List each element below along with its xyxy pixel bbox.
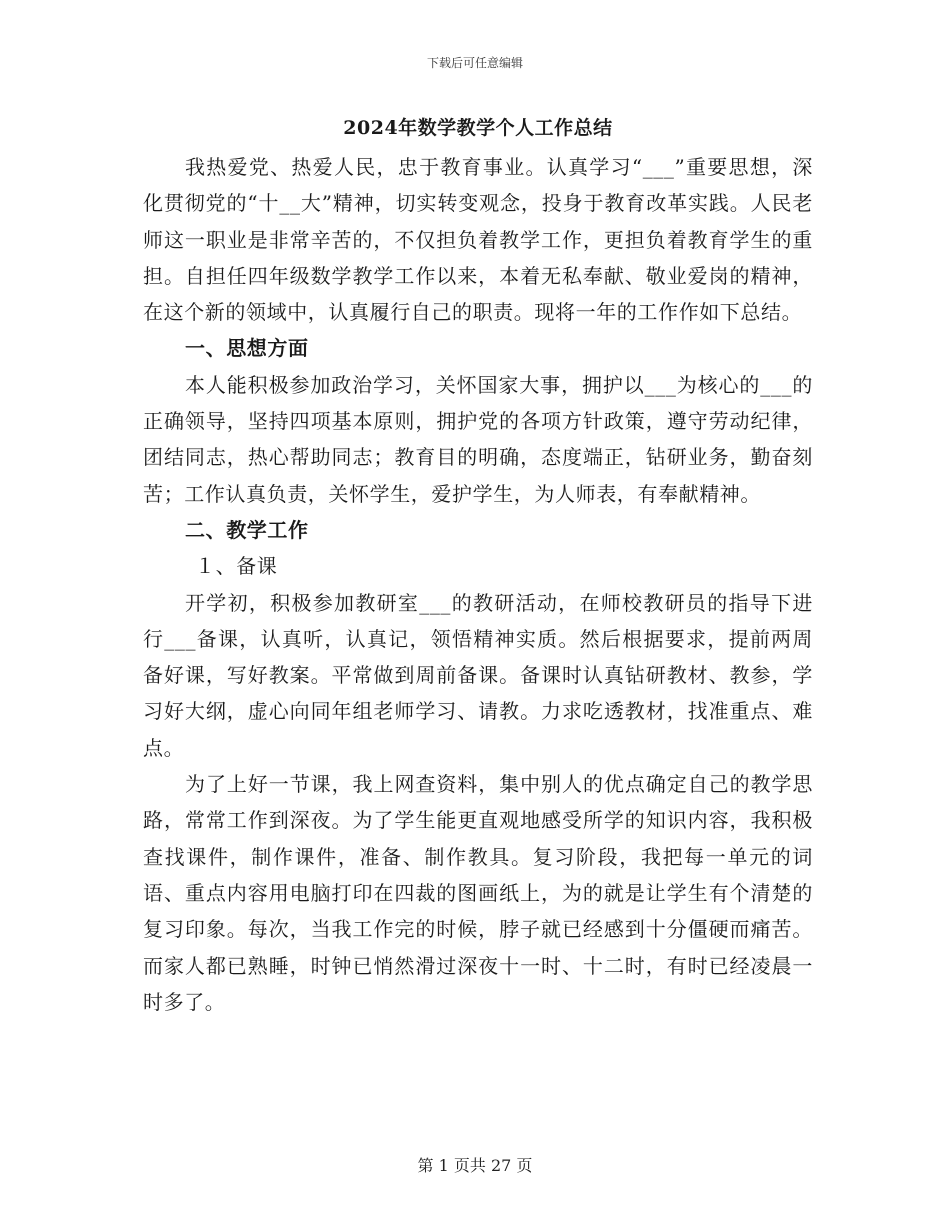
section-heading-teaching: 二、教学工作	[185, 517, 309, 542]
header-note: 下载后可任意编辑	[426, 56, 523, 70]
preparation-paragraph-1: 开学初，积极参加教研室___的教研活动，在师校教研员的指导下进行___备课，认真听，认真记，领悟精神实质。然后根据要求，提前两周备好课，写好教案。平常做到周前备课。备课时认真钻研教材、教参，学习好大纲，虚心向同年组老师学习、请教。力求吃透教材，找准重点、难点。	[143, 590, 813, 760]
document-title: 2024年数学教学个人工作总结	[343, 117, 613, 139]
intro-paragraph: 我热爱党、热爱人民，忠于教育事业。认真学习“___”重要思想，深化贯彻党的“十__大”精神，切实转变观念，投身于教育改革实践。人民老师这一职业是非常辛苦的，不仅担负着教学工作，更担负着教育学生的重担。自担任四年级数学教学工作以来，本着无私奉献、敬业爱岗的精神，在这个新的领域中，认真履行自己的职责。现将一年的工作作如下总结。	[143, 155, 813, 325]
document-body	[143, 112, 813, 1020]
preparation-paragraph-2: 为了上好一节课，我上网查资料，集中别人的优点确定自己的教学思路，常常工作到深夜。为了学生能更直观地感受所学的知识内容，我积极查找课件，制作课件，准备、制作教具。复习阶段，我把每一单元的词语、重点内容用电脑打印在四裁的图画纸上，为的就是让学生有个清楚的复习印象。每次，当我工作完的时候，脖子就已经感到十分僵硬而痛苦。而家人都已熟睡，时钟已悄然滑过深夜十一时、十二时，有时已经凌晨一时多了。	[143, 772, 813, 1014]
subsection-heading-preparation: １、备课	[195, 554, 278, 579]
section-thought-paragraph: 本人能积极参加政治学习，关怀国家大事，拥护以___为核心的___的正确领导，坚持四项基本原则，拥护党的各项方针政策，遵守劳动纪律，团结同志，热心帮助同志；教育目的明确，态度端正，钻研业务，勤奋刻苦；工作认真负责，关怀学生，爱护学生，为人师表，有奉献精神。	[143, 372, 813, 506]
page-footer: 第 1 页共 27 页	[417, 1156, 533, 1175]
section-heading-thought: 一、思想方面	[185, 336, 309, 361]
